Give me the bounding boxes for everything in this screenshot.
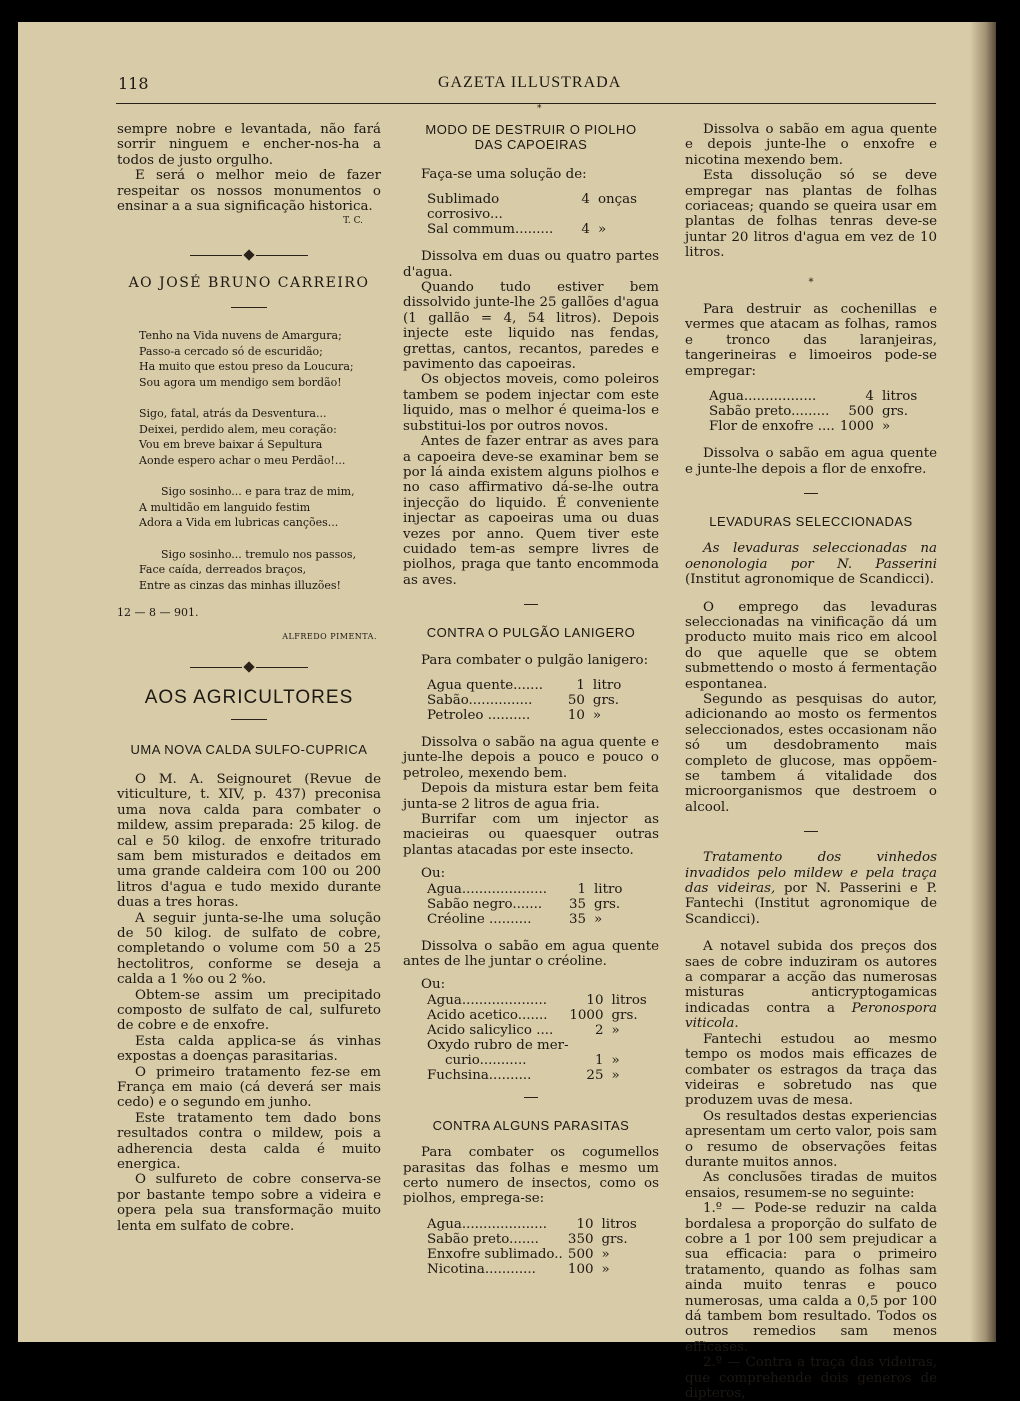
poem-line: Sigo, fatal, atrás da Desventura... xyxy=(139,407,327,421)
recipe-unit: » xyxy=(594,911,603,927)
recipe-item: Sabão preto......... xyxy=(709,404,830,420)
recipe-row xyxy=(427,993,647,1008)
recipe-qty: 10 xyxy=(576,1216,594,1232)
body-paragraph: O sulfureto de cobre conserva-se por bastante tempo sobre a videira e opera pela sua transformação muito lenta em sulfato de cobre. xyxy=(117,1172,381,1234)
body-paragraph: Para combater o pulgão lanigero: xyxy=(421,652,649,668)
header-star: * xyxy=(537,104,542,114)
recipe-row xyxy=(427,1008,647,1023)
header-rule xyxy=(116,103,936,104)
recipe-item: Sal commum......... xyxy=(427,222,554,238)
label-ou: Ou: xyxy=(421,866,446,882)
recipe-item: Sabão negro....... xyxy=(427,896,543,912)
body-paragraph: Os resultados destas experiencias apresentam um certo valor, pois sam o resumo de observações feitas durante muitos annos. xyxy=(685,1108,937,1170)
body-paragraph: Antes de fazer entrar as aves para a capoeira deve-se examinar bem se por lá ainda existem alguns piolhos e no caso affirmativo dá-se-lhe outra injecção do liquido. É conveniente injectar as capoeiras uma ou duas vezes por anno. Quem tiver este cuidado tem-as sempre livres de piolhos, praga que tanto encommoda as aves. xyxy=(403,434,659,588)
newspaper-page xyxy=(18,22,996,1401)
body-paragraph: O M. A. Seignouret (Revue de viticulture, t. XIV, p. 437) preconisa uma nova calda para combater o mildew, assim preparada: 25 kilog. de cal e 50 kilog. de enxofre triturado sam bem misturados e deitados em uma grande caldeira com 100 ou 200 litros d'agua e tudo mexido durante duas a tres horas. xyxy=(117,771,381,911)
body-paragraph: Os objectos moveis, como poleiros tambem se podem injectar com este liquido, mas o melhor é queima-los e substitui-los por outros novos. xyxy=(403,372,659,434)
body-paragraph: Obtem-se assim um precipitado composto de sulfato de cal, sulfureto de cobre e de enxofre. xyxy=(117,987,381,1034)
recipe-row xyxy=(427,882,627,897)
body-paragraph: Faça-se uma solução de: xyxy=(421,166,587,182)
recipe-unit: » xyxy=(611,1052,620,1068)
recipe-unit: grs. xyxy=(594,896,621,912)
body-paragraph: Dissolva o sabão em agua quente e depois junte-lhe o enxofre e nicotina mexendo bem. xyxy=(685,122,937,168)
recipe-qty: 10 xyxy=(567,707,585,723)
recipe-item: Fuchsina.......... xyxy=(427,1067,532,1083)
recipe-qty: 4 xyxy=(865,389,874,405)
recipe-qty: 1000 xyxy=(839,419,874,435)
recipe-row xyxy=(427,708,627,723)
divider xyxy=(524,604,538,605)
right-column xyxy=(685,122,937,1401)
poem-line: A multidão em languido festim xyxy=(139,500,311,514)
recipe-qty: 350 xyxy=(567,1231,594,1247)
body-text: A notavel subida dos preços dos saes de cobre induziram os autores a comparar a acção das numerosas misturas anticryptogamicas indicadas contra a xyxy=(685,939,937,1016)
recipe-item: Sabão............... xyxy=(427,692,533,708)
ornament-divider xyxy=(190,662,308,672)
body-paragraph: 1.º — Pode-se reduzir na calda bordalesa a proporção do sulfato de cobre a 1 por 100 sem prejudicar a sua efficacia: para o primeiro tratamento, quando as folhas sam ainda muito tenras e pouco numerosas, uma calda a 0,5 por 100 dá tambem bom resultado. Todos os outros remedios sam menos efficases. xyxy=(685,1201,937,1355)
recipe-row xyxy=(427,1038,647,1053)
divider xyxy=(804,493,818,494)
recipe-row xyxy=(427,1217,637,1232)
ornament-divider xyxy=(190,250,308,260)
citation-title: As levaduras seleccionadas na oenonologia por N. Passerini xyxy=(685,541,937,572)
recipe-qty: 4 xyxy=(581,222,590,238)
poem-title: AO JOSÉ BRUNO CARREIRO xyxy=(128,274,370,291)
recipe-unit: litro xyxy=(594,881,623,897)
recipe-unit: » xyxy=(611,1067,620,1083)
poem xyxy=(117,328,381,593)
recipe-qty xyxy=(569,1038,603,1053)
recipe-unit: litros xyxy=(601,1216,637,1232)
body-paragraph: Dissolva o sabão na agua quente e junte-lhe depois a pouco e pouco o petroleo, mexendo bem. xyxy=(403,734,659,781)
body-paragraph: Burrifar com um injector as macieiras ou quaesquer outras plantas atacadas por este insecto. xyxy=(403,812,659,858)
recipe-qty: 1000 xyxy=(569,1007,604,1023)
poem-stanza xyxy=(139,406,381,468)
recipe-row xyxy=(427,1247,637,1262)
recipe-unit: » xyxy=(601,1246,610,1262)
poem-line: Sigo sosinho... e para traz de mim, xyxy=(161,485,355,499)
recipe-item: Sabão preto....... xyxy=(427,1231,539,1247)
recipe-qty: 35 xyxy=(568,896,586,912)
divider xyxy=(231,719,267,720)
body-paragraph: Segundo as pesquisas do autor, adicionando ao mosto os fermentos seleccionados, estes occasionam não só um desdobramento mais completo de glucose, mas oppõem-se tambem á vitalidade dos microorganismos que destroem o alcool. xyxy=(685,691,937,815)
recipe-unit: grs. xyxy=(611,1007,638,1023)
recipe-row xyxy=(427,1262,637,1277)
body-paragraph: Dissolva em duas ou quatro partes d'agua. xyxy=(403,249,659,280)
middle-column xyxy=(403,122,659,1277)
poem-line: Ha muito que estou preso da Loucura; xyxy=(139,360,354,374)
recipe-row xyxy=(427,1023,647,1038)
body-paragraph: Esta dissolução só se deve empregar nas plantas de folhas coriaceas; quando se queira usar em plantas de folhas tenras deve-se juntar 20 litros d'agua em vez de 10 litros. xyxy=(685,168,937,261)
recipe-qty: 500 xyxy=(567,1246,594,1262)
body-paragraph: Para destruir as cochenillas e vermes que atacam as folhas, ramos e tronco das laranjeiras, tangerineiras e limoeiros pode-se empregar: xyxy=(685,302,937,379)
divider xyxy=(231,307,267,308)
poem-stanza xyxy=(139,328,381,390)
recipe-unit: » xyxy=(597,222,607,238)
recipe-item: Flor de enxofre .... xyxy=(709,419,835,435)
page-number: 118 xyxy=(118,74,149,93)
intro-paragraph: E será o melhor meio de fazer respeitar os nossos monumentos o ensinar a a sua significação historica. xyxy=(117,168,381,215)
left-column xyxy=(117,122,381,1234)
body-paragraph: Quando tudo estiver bem dissolvido junte-lhe 25 gallões d'agua (1 gallão = 4, 54 litros). Depois injecte este liquido nas fendas, grettas, cantos, recantos, paredes e pavimento das capoeiras. xyxy=(403,280,659,373)
poem-line: Sou agora um mendigo sem bordão! xyxy=(139,375,342,389)
recipe-qty: 1 xyxy=(576,677,585,693)
recipe-item: curio........... xyxy=(445,1052,527,1068)
citation xyxy=(685,850,937,927)
body-paragraph: O emprego das levaduras seleccionadas na vinificação dá um producto muito mais rico em alcool do que aquelle que se obtem submettendo o mosto á fermentação espontanea. xyxy=(685,599,937,692)
recipe-row xyxy=(427,693,627,708)
poem-line: Aonde espero achar o meu Perdão!... xyxy=(139,453,346,467)
recipe-row xyxy=(427,1232,637,1247)
intro-signature: T. C. xyxy=(343,216,363,227)
article-title: DAS CAPOEIRAS xyxy=(474,137,588,153)
poem-stanza xyxy=(139,547,381,594)
recipe-unit: grs. xyxy=(601,1231,628,1247)
recipe-item: Oxydo rubro de mer- xyxy=(427,1037,569,1053)
body-paragraph: Para combater os cogumellos parasitas das folhas e mesmo um certo numero de insectos, como os piolhos, emprega-se: xyxy=(403,1145,659,1207)
recipe-row xyxy=(709,404,919,419)
recipe-unit: » xyxy=(601,1261,610,1277)
intro-paragraph: sempre nobre e levantada, não fará sorrir ninguem e encher-nos-ha a todos de justo orgulho. xyxy=(117,122,381,168)
recipe-table xyxy=(709,389,919,434)
recipe-unit xyxy=(603,1038,647,1053)
body-paragraph: Fantechi estudou ao mesmo tempo os modos mais efficazes de combater os estragos da traça das videiras e sobretudo nas que produzem uvas de mesa. xyxy=(685,1031,937,1109)
recipe-row xyxy=(427,222,637,237)
recipe-unit: onças xyxy=(597,192,637,208)
body-paragraph: Este tratamento tem dado bons resultados contra o mildew, pois a adherencia desta calda é muito energica. xyxy=(117,1110,381,1173)
body-italic: Peronospora viticola. xyxy=(685,1000,937,1032)
body-paragraph: Dissolva o sabão em agua quente e junte-lhe depois a flor de enxofre. xyxy=(685,446,937,477)
recipe-row xyxy=(709,389,919,404)
article-title: CONTRA O PULGÃO LANIGERO xyxy=(426,625,636,641)
divider xyxy=(804,831,818,832)
recipe-item: Petroleo .......... xyxy=(427,707,531,723)
recipe-table xyxy=(427,993,647,1083)
poem-line: Passo-a cercado só de escuridão; xyxy=(139,344,323,358)
article-title: LEVADURAS SELECCIONADAS xyxy=(709,513,913,529)
recipe-qty: 35 xyxy=(568,911,586,927)
recipe-row xyxy=(427,897,627,912)
body-paragraph: Esta calda applica-se ás vinhas expostas a doenças parasitarias. xyxy=(117,1033,381,1065)
recipe-table xyxy=(427,678,627,723)
body-paragraph: 2.º — Contra a traça das videiras, que comprehende dois generos de dipteros, xyxy=(685,1355,937,1401)
body-paragraph: As conclusões tiradas de muitos ensaios, resumem-se no seguinte: xyxy=(685,1170,937,1201)
citation-source: (Institut agronomique de Scandicci). xyxy=(685,572,935,588)
recipe-item: Sublimado corrosivo... xyxy=(427,192,503,223)
recipe-qty: 25 xyxy=(586,1067,604,1083)
recipe-item: Agua.................... xyxy=(427,1216,547,1232)
poem-line: Adora a Vida em lubricas canções... xyxy=(139,516,339,530)
section-star: * xyxy=(808,276,814,288)
poem-date: 12 — 8 — 901. xyxy=(117,606,199,620)
recipe-unit: » xyxy=(592,707,602,723)
citation-source: por N. Passerini e P. Fantechi (Institut agronomique de Scandicci). xyxy=(685,881,937,927)
body-paragraph xyxy=(685,939,937,1031)
recipe-item: Enxofre sublimado.. xyxy=(427,1246,563,1262)
recipe-table xyxy=(427,1217,637,1277)
recipe-unit: » xyxy=(611,1022,620,1038)
recipe-qty: 1 xyxy=(577,881,586,897)
recipe-qty: 10 xyxy=(586,992,604,1008)
poem-line: Deixei, perdido alem, meu coração: xyxy=(139,422,337,436)
poem-line: Sigo sosinho... tremulo nos passos, xyxy=(161,547,357,561)
recipe-qty: 4 xyxy=(581,192,590,208)
divider xyxy=(524,1097,538,1098)
recipe-item: Acido acetico....... xyxy=(427,1007,548,1023)
recipe-table xyxy=(427,192,637,237)
recipe-item: Agua.................... xyxy=(427,992,547,1008)
recipe-row xyxy=(427,192,637,222)
recipe-qty: 100 xyxy=(567,1261,594,1277)
page-edge-shadow xyxy=(970,22,996,1342)
body-paragraph: O primeiro tratamento fez-se em França em maio (cá deverá ser mais cedo) e o segundo em junho. xyxy=(117,1064,381,1111)
body-paragraph: A seguir junta-se-lhe uma solução de 50 kilog. de sulfato de cobre, completando o volume com 50 a 25 hectolitros, conforme se deseja a calda a 1 %o ou 2 %o. xyxy=(117,910,381,988)
poem-line: Tenho na Vida nuvens de Amargura; xyxy=(139,329,342,343)
recipe-table xyxy=(427,882,627,927)
recipe-row xyxy=(427,678,627,693)
poem-line: Entre as cinzas das minhas illuzões! xyxy=(139,578,341,592)
article-title: MODO DE DESTRUIR O PIOLHO xyxy=(425,122,637,137)
recipe-row xyxy=(427,912,627,927)
page-title: GAZETA ILLUSTRADA xyxy=(438,74,622,91)
subsection-title: UMA NOVA CALDA SULFO-CUPRICA xyxy=(130,742,368,758)
recipe-row xyxy=(709,419,919,434)
recipe-item: Agua................. xyxy=(709,389,817,405)
citation xyxy=(685,541,937,587)
recipe-unit: » xyxy=(881,419,891,435)
article-title: CONTRA ALGUNS PARASITAS xyxy=(432,1117,630,1133)
poem-line: Face caída, derreados braços, xyxy=(139,563,307,577)
label-ou: Ou: xyxy=(421,977,446,993)
poem-stanza xyxy=(139,484,381,531)
recipe-item: Acido salicylico .... xyxy=(427,1022,554,1038)
recipe-qty: 50 xyxy=(567,692,585,708)
section-title: AOS AGRICULTORES xyxy=(144,687,354,709)
recipe-qty: 1 xyxy=(594,1052,604,1068)
recipe-unit: litros xyxy=(611,992,647,1008)
recipe-item: Créoline .......... xyxy=(427,911,532,927)
body-paragraph: Depois da mistura estar bem feita junta-se 2 litros de agua fria. xyxy=(403,781,659,812)
recipe-qty: 500 xyxy=(848,404,874,420)
recipe-unit: litros xyxy=(881,389,918,405)
recipe-row xyxy=(427,1068,647,1083)
recipe-unit: litro xyxy=(592,677,622,693)
poem-author: ALFREDO PIMENTA. xyxy=(282,631,377,641)
recipe-unit: grs. xyxy=(592,692,620,708)
poem-line: Vou em breve baixar á Sepultura xyxy=(139,438,323,452)
citation-title: Tratamento dos vinhedos invadidos pelo mildew e pela traça das videiras, xyxy=(685,850,937,897)
recipe-item: Agua quente....... xyxy=(427,677,543,693)
recipe-qty: 2 xyxy=(594,1022,604,1038)
recipe-row xyxy=(427,1053,647,1068)
body-paragraph: Dissolva o sabão em agua quente antes de lhe juntar o créoline. xyxy=(403,938,659,970)
recipe-item: Agua.................... xyxy=(427,881,547,897)
recipe-unit: grs. xyxy=(881,404,909,420)
recipe-item: Nicotina............ xyxy=(427,1261,536,1277)
